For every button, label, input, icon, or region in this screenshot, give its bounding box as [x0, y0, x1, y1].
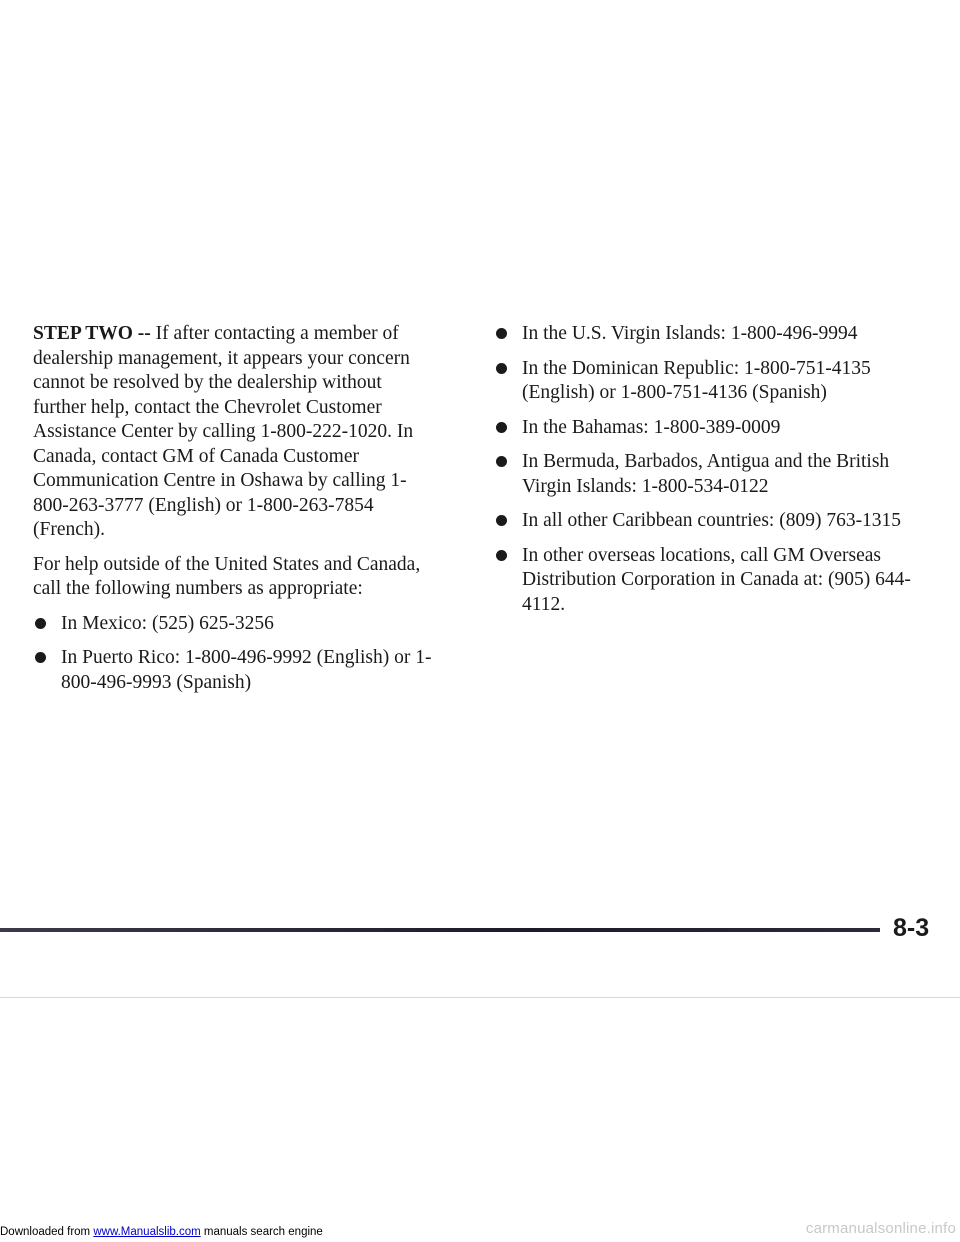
bullet-icon: [496, 328, 507, 339]
right-column: [494, 322, 914, 627]
list-item: [494, 322, 914, 347]
list-item-text: In the Bahamas: 1-800-389-0009: [522, 416, 781, 438]
list-item-text: In the U.S. Virgin Islands: 1-800-496-9994: [522, 323, 858, 344]
bullet-icon: [496, 456, 507, 467]
list-item-text: In all other Caribbean countries: (809) 763-1315: [522, 510, 902, 531]
step-two-paragraph: [33, 322, 433, 543]
left-column: [33, 322, 433, 705]
download-footer: [0, 1226, 323, 1238]
footer-suffix: manuals search engine: [200, 1226, 323, 1238]
bullet-icon: [496, 363, 507, 374]
step-two-text: If after contacting a member of dealership management, it appears your concern cannot be resolved by the dealership without further help, contact the Chevrolet Customer Assistance Center by calling 1-800-222-1020. In Canada, contact GM of Canada Customer Communication Centre in Oshawa by calling 1-800-263-3777 (English) or 1-800-263-7854 (French).: [33, 323, 414, 540]
bullet-icon: [496, 515, 507, 526]
list-item: [494, 357, 914, 406]
bullet-icon: [496, 422, 507, 433]
list-item: [494, 416, 914, 441]
help-outside-paragraph: For help outside of the United States and Canada, call the following numbers as appropriate:: [33, 553, 421, 599]
manualslib-link[interactable]: www.Manualslib.com: [93, 1226, 201, 1238]
list-item: [494, 450, 914, 499]
list-item-text: In Bermuda, Barbados, Antigua and the British Virgin Islands: 1-800-534-0122: [522, 451, 890, 497]
list-item: [494, 509, 914, 534]
list-item: [33, 646, 433, 695]
left-bullet-list: [33, 612, 433, 696]
page-number: 8-3: [893, 914, 930, 942]
list-item-text: In other overseas locations, call GM Overseas Distribution Corporation in Canada at: (905) 644-4112.: [522, 544, 911, 615]
footer-prefix: Downloaded from: [0, 1226, 94, 1238]
list-item-text: In Mexico: (525) 625-3256: [61, 612, 274, 634]
watermark: carmanualsonline.info: [805, 1220, 956, 1237]
right-bullet-list: [494, 322, 914, 617]
scan-divider: [0, 997, 960, 998]
footer-rule: [0, 928, 880, 932]
list-item: [494, 544, 914, 618]
bullet-icon: [35, 618, 46, 629]
list-item-text: In the Dominican Republic: 1-800-751-4135 (English) or 1-800-751-4136 (Spanish): [522, 357, 871, 403]
list-item: [33, 612, 433, 637]
bullet-icon: [35, 652, 46, 663]
step-two-lead: STEP TWO --: [33, 323, 151, 344]
bullet-icon: [496, 550, 507, 561]
list-item-text: In Puerto Rico: 1-800-496-9992 (English) or 1-800-496-9993 (Spanish): [61, 647, 432, 693]
